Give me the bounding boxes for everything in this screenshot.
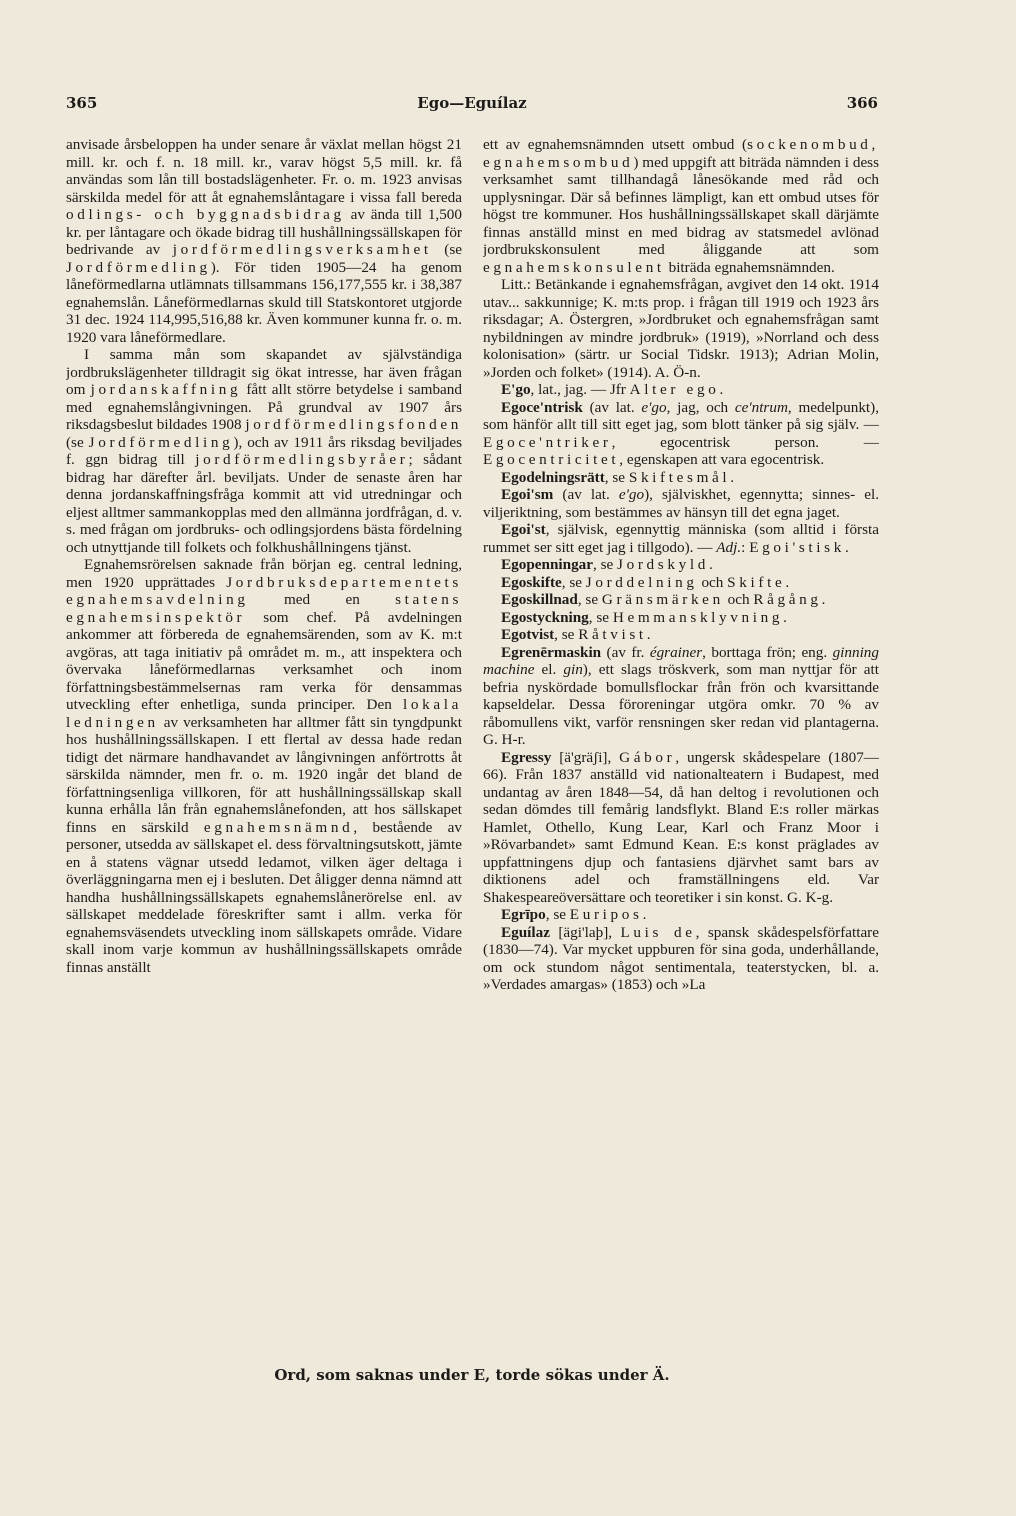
- right-column: [483, 136, 879, 1354]
- entry-egrenermaskin: Egrenērmaskin (av fr. égrainer, borttaga frön; eng. ginning machine el. gin), ett slags tröskverk, som man nyttjar för att befria nyskördade bomullsflockar från frön och kvarsittande kapseldelar. Dessa föroreningar utgöra omkr. 70 % av råbomullens vikt, varför rensningen sker redan vid plantagerna. G. H-r.: [483, 643, 879, 748]
- entry-egoskifte: Egoskifte, se Jorddelning och Skifte.: [501, 573, 790, 591]
- entry-egotvist: Egotvist, se Råtvist.: [501, 626, 651, 643]
- paragraph: ett av egnahemsnämnden utsett ombud (sockenombud, egnahemsombud) med uppgift att biträda nämnden i dess verksamhet samt tillhandagå lånesökande med råd och upplysningar. Där så befinnes lämpligt, kan ett ombud utses för högst tre kommuner. Hos hushållningssällskapet skall därjämte finnas anställd minst en med bidrag av statsmedel avlönad jordbrukskonsulent med åliggande att som egnahemskonsulent biträda egnahemsnämnden.: [483, 136, 879, 276]
- left-column: [66, 136, 462, 1354]
- entry-egoskillnad: Egoskillnad, se Gränsmärken och Rågång.: [501, 591, 826, 608]
- entry-egoism: Egoi'sm (av lat. e'go), själviskhet, egennytta; sinnes- el. viljeriktning, som bestämmes av hänsyn till det egna jaget.: [483, 486, 879, 521]
- entry-egoist: Egoi'st, självisk, egennyttig människa (som alltid i första rummet ser sitt eget jag i tillgodo). — Adj.: Egoi'stisk.: [483, 521, 879, 556]
- entry-egostyckning: Egostyckning, se Hemmansklyvning.: [501, 608, 787, 626]
- entry-eguilaz: Eguílaz [ägi'laþ], Luis de, spansk skådespelsförfattare (1830—74). Var mycket uppburen för sina goda, underhållande, om ock stundom något sentimentala, teaterstycken, bl. a. »Verdades amargas» (1853) och »La: [483, 923, 879, 993]
- paragraph: anvisade årsbeloppen ha under senare år växlat mellan högst 21 mill. kr. och f. n. 18 mill. kr., varav högst 5,5 mill. kr. få användas som lån till bostadslägenheter. Fr. o. m. 1923 anvisas särskilda medel för att åt egnahemslåntagare i vissa fall bereda odlings- och byggnadsbidrag av ända till 1,500 kr. per låntagare och ökade bidrag till hushållningssällskapen för bedrivande av jordförmedlingsverksamhet (se Jordförmedling). För tiden 1905—24 ha genom låneförmedlarna utlämnats tillsammans 156,177,555 kr. i 38,387 egnahemslån. Låneförmedlarnas skuld till Statskontoret utgjorde 31 dec. 1924 114,995,516,88 kr. Även kommuner kunna fr. o. m. 1920 vara låneförmedlare.: [66, 136, 462, 346]
- running-header: [66, 94, 878, 120]
- footer-note: Ord, som saknas under E, torde sökas under Ä.: [274, 1366, 670, 1384]
- entry-egressy: Egressy [ä'gräʃi], Gábor, ungersk skådespelare (1807—66). Från 1837 anställd vid nationalteatern i Budapest, med undantag av åren 1848—54, då han deltog i revolutionen och sedan dömdes till femårig landsflykt. Bland E:s roller märkas Hamlet, Othello, Kung Lear, Karl och Franz Moor i »Rövarbandet» samt Edmund Kean. E:s konst präglades av uppfattningens djup och fantasiens djärvhet samt bars av diktionens adel och framställningens eld. Var Shakespeareöversättare och teoretiker i sin konst. G. K-g.: [483, 748, 879, 906]
- running-title: Ego—Eguílaz: [417, 94, 527, 112]
- paragraph: I samma mån som skapandet av självständiga jordbrukslägenheter tilldragit sig ökat intresse, har även frågan om jordanskaffning fått allt större betydelse i samband med egnahemslångivningen. På grundval av 1907 års riksdagsbeslut bildades 1908 jordförmedlingsfonden (se Jordförmedling), och av 1911 års riksdag beviljades f. ggn bidrag till jordförmedlingsbyråer; sådant bidrag har därefter årl. beviljats. Under de senaste åren har denna jordanskaffningsfråga kommit att vid utredningar och eljest alltmer sammankopplas med den allmänna jordfrågan, d. v. s. med frågan om jordbruks- och odlingsjordens bästa fördelning och utnyttjande till folkets och folkhushållningens tjänst.: [66, 346, 462, 556]
- page-number-left: 365: [66, 94, 98, 112]
- entry-egopenningar: Egopenningar, se Jordskyld.: [501, 556, 713, 573]
- entry-ego: E'go, lat., jag. — Jfr Alter ego.: [501, 381, 724, 398]
- entry-egocentrisk: Egoce'ntrisk (av lat. e'go, jag, och ce'ntrum, medelpunkt), som hänför allt till sitt eget jag, som blott tänker på sig själv. — Egoce'ntriker, egocentrisk person. — Egocentricitet, egenskapen att vara egocentrisk.: [483, 398, 879, 468]
- paragraph: Egnahemsrörelsen saknade från början eg. central ledning, men 1920 upprättades Jordbruksdepartementets egnahemsavdelning med en statens egnahemsinspektör som chef. På avdelningen ankommer att förbereda de egnahemsärenden, som av K. m:t avgöras, att taga initiativ på området m. m., att inspektera och övervaka låneförmedlarnas verksamhet och inom författningsbestämmelsernas ram verka för densammas utveckling efter enhetliga, sunda principer. Den lokala ledningen av verksamheten har alltmer fått sin tyngdpunkt hos hushållningssällskapen. I ett flertal av dessa hade redan tidigt det närmare handhavandet av långivningen anförtrotts åt särskilda nämnder, men fr. o. m. 1920 ingår det bland de författningsenliga villkoren, för att hushållningssällskap skall kunna erhålla lån från egnahemslånefonden, att hos sällskapet finns en särskild egnahemsnämnd, bestående av personer, utsedda av sällskapet el. dess förvaltningsutskott, jämte en å statens vägnar utsedd ledamot, vilken äger deltaga i överläggningarna men ej i besluten. Det åligger denna nämnd att handha hushållningssällskapets egnahemslånerörelse enl. av sällskapet meddelade föreskrifter samt i allm. verka för egnahemsväsendets utveckling inom sällskapets område. Vidare skall inom varje kommun av hushållningssällskapets område finnas anställt: [66, 556, 462, 976]
- entry-egodelningsratt: Egodelningsrätt, se Skiftesmål.: [501, 468, 735, 486]
- literature-note: Litt.: Betänkande i egnahemsfrågan, avgivet den 14 okt. 1914 utav... sakkunnige; K. m:ts prop. i frågan till 1919 och 1923 års riksdagar; A. Östergren, »Jordbruket och egnahemsfrågan samt nybildningen av mindre jordbruk» (1919), »Norrland och dess kolonisation» (särtr. ur Social Tidskr. 1913); Adrian Molin, »Jorden och folket» (1914). A. Ö-n.: [483, 276, 879, 381]
- entry-egripo: Egrīpo, se Euripos.: [501, 906, 647, 923]
- page-number-right: 366: [846, 94, 878, 112]
